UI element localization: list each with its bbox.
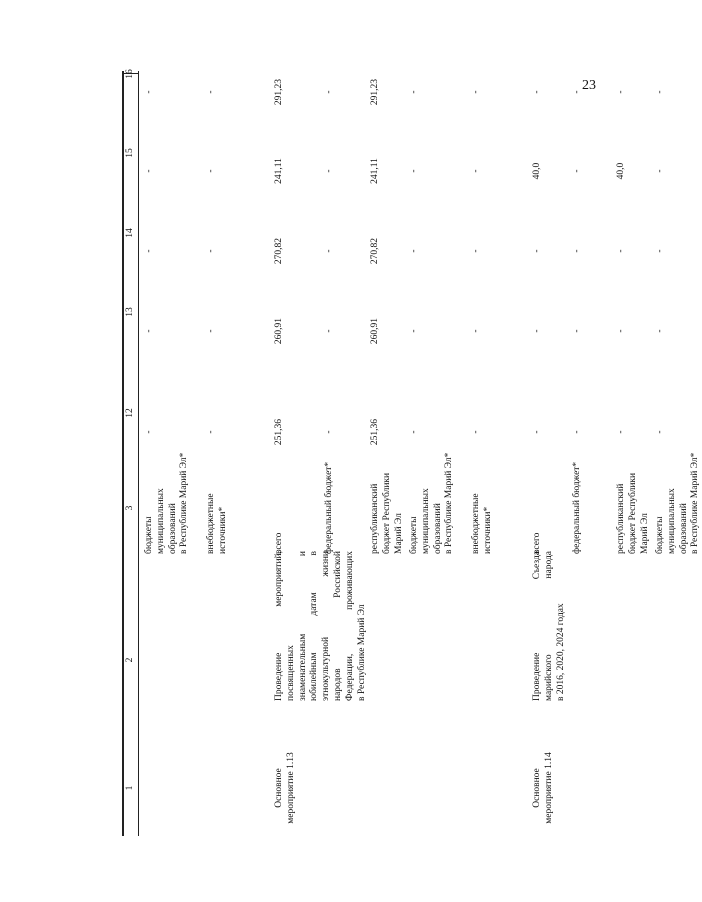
value-col-15: - [206,169,216,173]
funding-source: федеральный бюджет* [572,461,582,554]
value-col-15: - [471,169,481,173]
value-col-15: 241,11 [274,158,284,184]
page-number: 23 [582,78,596,93]
header-col-16: 16 [125,69,135,79]
value-col-12: - [409,430,419,434]
measure-1-13-title: Основное мероприятие 1.13 [274,752,296,824]
value-col-14: - [144,249,154,253]
value-col-12: 251,36 [274,418,284,446]
value-col-12: - [655,430,665,434]
funding-source: всего [532,532,542,554]
value-col-12: - [471,430,481,434]
value-col-15: 241,11 [370,158,380,184]
funding-source: республиканский бюджет Республики Марий Эл [616,472,650,554]
value-col-13: - [616,329,626,333]
value-col-13: 260,91 [274,317,284,345]
value-col-16: - [324,90,334,94]
value-col-13: - [144,329,154,333]
value-col-16: - [616,90,626,94]
funding-source: федеральный бюджет* [324,461,334,554]
value-col-14: - [324,249,334,253]
value-col-15: 40,0 [616,162,626,180]
value-col-16: - [409,90,419,94]
value-col-12: - [206,430,216,434]
value-col-15: - [655,169,665,173]
table-top-rule [122,71,124,836]
header-col-13: 13 [125,307,135,317]
header-bottom-rule [138,71,139,836]
value-col-13: - [471,329,481,333]
value-col-15: - [572,169,582,173]
value-col-14: 270,82 [274,237,284,265]
header-col-15: 15 [125,148,135,158]
measure-1-14-title: Основное мероприятие 1.14 [532,752,554,824]
funding-source: республиканский бюджет Республики Марий Эл [370,472,404,554]
value-col-14: - [206,249,216,253]
header-col-3: 3 [125,505,135,511]
value-col-16: - [532,90,542,94]
value-col-14: - [471,249,481,253]
value-col-13: - [324,329,334,333]
value-col-15: - [409,169,419,173]
value-col-16: - [572,90,582,94]
value-col-13: - [655,329,665,333]
value-col-13: - [206,329,216,333]
value-col-12: - [324,430,334,434]
funding-table [122,69,701,836]
value-col-14: - [655,249,665,253]
value-col-13: - [532,329,542,333]
value-col-14: - [616,249,626,253]
value-col-15: - [324,169,334,173]
value-col-15: 40,0 [532,162,542,180]
header-col-14: 14 [125,228,135,238]
value-col-14: - [409,249,419,253]
value-col-16: 291,23 [370,78,380,106]
value-col-16: - [471,90,481,94]
funding-source: внебюджетные источники* [471,493,493,554]
value-col-14: - [572,249,582,253]
value-col-14: 270,82 [370,237,380,265]
value-col-12: 251,36 [370,418,380,446]
value-col-16: - [144,90,154,94]
measure-1-14-description: Проведение Съезда марийского народа в 2016, 2020, 2024 годах [532,551,566,701]
value-col-12: - [532,430,542,434]
header-col-1: 1 [125,785,135,791]
value-col-12: - [144,430,154,434]
funding-source: внебюджетные источники* [206,493,228,554]
value-col-16: 291,23 [274,78,284,106]
value-col-13: 260,91 [370,317,380,345]
funding-source: бюджеты муниципальных образований в Республике Марий Эл* [655,452,701,554]
value-col-16: - [655,90,665,94]
value-col-15: - [144,169,154,173]
value-col-12: - [616,430,626,434]
funding-source: бюджеты муниципальных образований в Республике Марий Эл* [144,452,190,554]
value-col-13: - [572,329,582,333]
header-col-2: 2 [125,657,135,663]
funding-source: бюджеты муниципальных образований в Республике Марий Эл* [409,452,455,554]
funding-source: всего [274,532,284,554]
value-col-14: - [532,249,542,253]
value-col-13: - [409,329,419,333]
value-col-16: - [206,90,216,94]
header-col-12: 12 [125,408,135,418]
measure-1-13-description: Проведение мероприятий, посвященных знаменательным и юбилейным датам в этнокультурной жизни народов Российской Федерации, проживающих в Республике Марий Эл [274,551,367,701]
value-col-12: - [572,430,582,434]
